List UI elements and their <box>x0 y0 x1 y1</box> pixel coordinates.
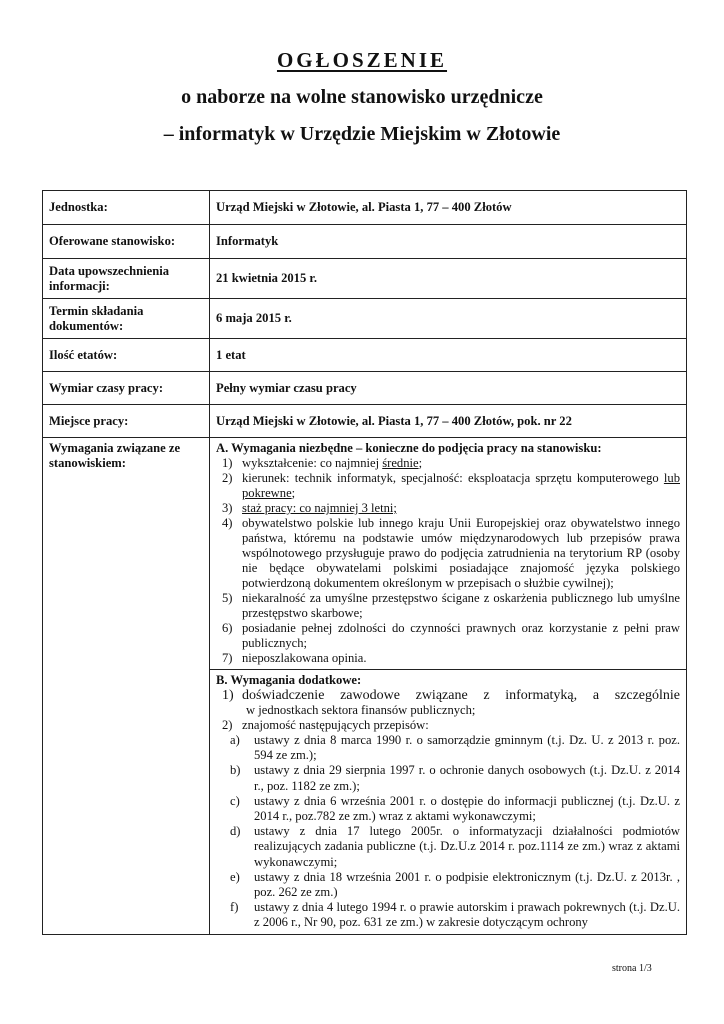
list-item: 1) doświadczenie zawodowe związane z informatyką, a szczególnie w jednostkach sektora finansów publicznych; <box>222 688 680 717</box>
list-item: 3) staż pracy: co najmniej 3 letni; <box>222 501 397 515</box>
row-label: Oferowane stanowisko: <box>43 225 210 259</box>
row-label: Wymiar czasy pracy: <box>43 372 210 405</box>
list-item: a) ustawy z dnia 8 marca 1990 r. o samorządzie gminnym (t.j. Dz. U. z 2013 r. poz. 594 ze zm.); <box>230 733 680 763</box>
list-item: 2) znajomość następujących przepisów: a) ustawy z dnia 8 marca 1990 r. o samorządzie gminnym (t.j. Dz. U. z 2013 r. poz. 594 ze zm.); b) ustawy z dnia 29 sierpnia 1997 r. o ochronie danych osobowych (t.j. Dz.U. z 2014 r., poz. 1182 ze zm.); c) ustawy z dnia 6 września 2001 r. o dostępie do informacji publicznej (t.j. Dz.U. z 2014 r., poz.782 ze zm.) wraz z aktami wykonawczymi; d) ustawy z dnia 17 lutego 2005r. o informatyzacji działalności podmiotów realizujących zadania publiczne (t.j. Dz.U.z 2014 r. poz.1114 ze zm.) wraz z aktami wykonawczymi; e) ustawy z dnia 18 września 2001 r. o podpisie elektronicznym (t.j. Dz.U. z 2013r. , poz. 262 ze zm.) f) ustawy z dnia 4 lutego 1994 r. o prawie autorskim i prawach pokrewnych (t.j. Dz.U. z 2006 r., Nr 90, poz. 631 ze zm.) w zakresie dotyczącym ochrony <box>216 718 680 931</box>
section-a-heading: A. Wymagania niezbędne – konieczne do podjęcia pracy na stanowisku: <box>216 441 602 455</box>
document-subtitle-2: – informatyk w Urzędzie Miejskim w Złotowie <box>163 123 561 145</box>
table-row <box>43 191 687 225</box>
list-item: d) ustawy z dnia 17 lutego 2005r. o informatyzacji działalności podmiotów realizujących zadania publiczne (t.j. Dz.U.z 2014 r. poz.1114 ze zm.) wraz z aktami wykonawczymi; <box>230 824 680 869</box>
row-value: 6 maja 2015 r. <box>210 299 687 339</box>
regulations-list <box>216 733 680 931</box>
list-item: e) ustawy z dnia 18 września 2001 r. o podpisie elektronicznym (t.j. Dz.U. z 2013r. , poz. 262 ze zm.) <box>230 869 680 900</box>
row-label: Miejsce pracy: <box>43 405 210 438</box>
section-b-heading: B. Wymagania dodatkowe: <box>216 673 362 687</box>
requirements-section-a <box>210 438 687 670</box>
row-label: Data upowszechnienia informacji: <box>43 259 210 299</box>
list-item: 6) posiadanie pełnej zdolności do czynności prawnych oraz korzystanie z pełni praw publicznych; <box>222 621 680 650</box>
list-item: 2) kierunek: technik informatyk, specjalność: eksploatacja sprzętu komputerowego lub pokrewne; <box>222 471 680 500</box>
table-row <box>43 339 687 372</box>
row-label: Ilość etatów: <box>43 339 210 372</box>
row-value: Pełny wymiar czasu pracy <box>210 372 687 405</box>
list-item: b) ustawy z dnia 29 sierpnia 1997 r. o ochronie danych osobowych (t.j. Dz.U. z 2014 r., poz. 1182 ze zm.); <box>230 763 680 793</box>
announcement-table <box>42 190 687 935</box>
document-subtitle: o naborze na wolne stanowisko urzędnicze <box>181 86 543 108</box>
list-item: 5) niekaralność za umyślne przestępstwo ścigane z oskarżenia publicznego lub umyślne przestępstwo skarbowe; <box>222 591 680 620</box>
row-value: Informatyk <box>210 225 687 259</box>
requirements-section-b <box>210 670 687 935</box>
table-row <box>43 259 687 299</box>
section-a-list <box>216 456 680 666</box>
list-item: f) ustawy z dnia 4 lutego 1994 r. o prawie autorskim i prawach pokrewnych (t.j. Dz.U. z 2006 r., Nr 90, poz. 631 ze zm.) w zakresie dotyczącym ochrony <box>230 900 680 930</box>
list-item: c) ustawy z dnia 6 września 2001 r. o dostępie do informacji publicznej (t.j. Dz.U. z 2014 r., poz.782 ze zm.) wraz z aktami wykonawczymi; <box>230 793 680 824</box>
table-row <box>43 299 687 339</box>
section-b-list <box>216 688 680 931</box>
requirements-label: Wymagania związane ze stanowiskiem: <box>43 438 210 935</box>
page-number: strona 1/3 <box>612 963 652 974</box>
table-row <box>43 438 687 670</box>
list-item: 1) wykształcenie: co najmniej średnie; <box>222 456 423 470</box>
table-row <box>43 372 687 405</box>
row-label: Jednostka: <box>43 191 210 225</box>
row-value: 1 etat <box>210 339 687 372</box>
row-label: Termin składania dokumentów: <box>43 299 210 339</box>
list-item: 7) nieposzlakowana opinia. <box>222 651 367 665</box>
document-title: OGŁOSZENIE <box>276 48 448 72</box>
table-row <box>43 405 687 438</box>
table-row <box>43 225 687 259</box>
list-item: 4) obywatelstwo polskie lub innego kraju Unii Europejskiej oraz obywatelstwo innego państwa, któremu na podstawie umów międzynarodowych lub przepisów prawa wspólnotowego przysługuje prawo do podjęcia zatrudnienia na terytorium RP (osoby nie będące obywatelami polskimi posiadające znajomość języka polskiego potwierdzoną dokumentem określonym w przepisach o służbie cywilnej); <box>222 516 680 590</box>
row-value: 21 kwietnia 2015 r. <box>210 259 687 299</box>
row-value: Urząd Miejski w Złotowie, al. Piasta 1, 77 – 400 Złotów <box>210 191 687 225</box>
row-value: Urząd Miejski w Złotowie, al. Piasta 1, 77 – 400 Złotów, pok. nr 22 <box>210 405 687 438</box>
